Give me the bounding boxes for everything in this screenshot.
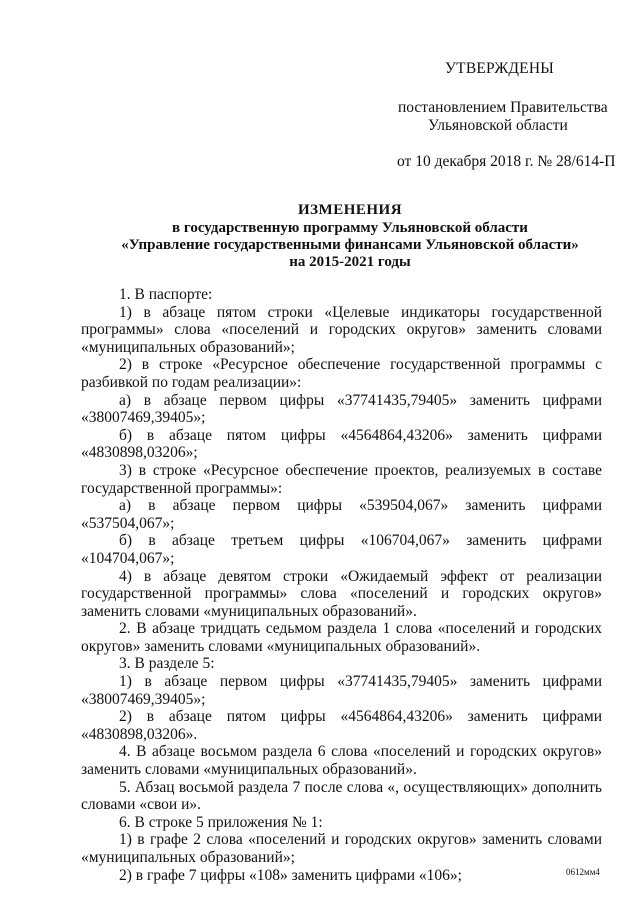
document-subtitle-line-1: в государственную программу Ульяновской области — [172, 220, 528, 236]
approval-line-1: постановлением Правительства — [398, 99, 608, 116]
paragraph-4: 4. В абзаце восьмом раздела 6 слова «поселений и городских округов» заменить словами «муниципальных образований». — [81, 743, 602, 779]
document-subtitle-line-2: «Управление государственными финансами Ульяновской области» — [121, 237, 579, 253]
paragraph-1-1: 1) в абзаце пятом строки «Целевые индикаторы государственной программы» слова «поселений и городских округов» заменить словами «муниципальных образований»; — [81, 303, 602, 356]
paragraph-6-2: 2) в графе 7 цифры «108» заменить цифрами «106»; — [119, 866, 462, 884]
approval-date-number: от 10 декабря 2018 г. № 28/614-П — [397, 153, 616, 170]
document-body — [81, 286, 602, 884]
paragraph-6-1: 1) в графе 2 слова «поселений и городских округов» заменить словами «муниципальных образований»; — [81, 831, 602, 866]
paragraph-1-4: 4) в абзаце девятом строки «Ожидаемый эффект от реализации государственной программы» слова «поселений и городских округов» заменить словами «муниципальных образований». — [81, 567, 602, 620]
paragraph-5: 5. Абзац восьмой раздела 7 после слова «, осуществляющих» дополнить словами «свои и». — [81, 778, 602, 814]
paragraph-6: 6. В строке 5 приложения № 1: — [119, 813, 323, 831]
paragraph-2: 2. В абзаце тридцать седьмом раздела 1 слова «поселений и городских округов» заменить словами «муниципальных образований». — [81, 620, 602, 655]
paragraph-1-2-a: а) в абзаце первом цифры «37741435,79405» заменить цифрами «38007469,39405»; — [81, 391, 602, 427]
approval-title: УТВЕРЖДЕНЫ — [445, 60, 554, 77]
paragraph-1-3-a: а) в абзаце первом цифры «539504,067» заменить цифрами «537504,067»; — [81, 497, 602, 532]
paragraph-1-2: 2) в строке «Ресурсное обеспечение государственной программы с разбивкой по годам реализации»: — [81, 356, 602, 391]
footer-document-code: 0612мм4 — [566, 867, 600, 877]
approval-line-2: Ульяновской области — [428, 117, 568, 134]
paragraph-1-3: 3) в строке «Ресурсное обеспечение проектов, реализуемых в составе государственной программы»: — [81, 461, 602, 497]
paragraph-3-1: 1) в абзаце первом цифры «37741435,79405» заменить цифрами «38007469,39405»; — [81, 673, 602, 708]
paragraph-3: 3. В разделе 5: — [119, 655, 215, 673]
paragraph-1-3-b: б) в абзаце третьем цифры «106704,067» заменить цифрами «104704,067»; — [81, 532, 602, 567]
document-title: ИЗМЕНЕНИЯ — [297, 202, 403, 218]
paragraph-1: 1. В паспорте: — [119, 286, 213, 303]
paragraph-3-2: 2) в абзаце пятом цифры «4564864,43206» заменить цифрами «4830898,03206». — [81, 708, 602, 743]
document-subtitle-line-3: на 2015-2021 годы — [289, 254, 411, 270]
paragraph-1-2-b: б) в абзаце пятом цифры «4564864,43206» заменить цифрами «4830898,03206»; — [81, 426, 602, 462]
